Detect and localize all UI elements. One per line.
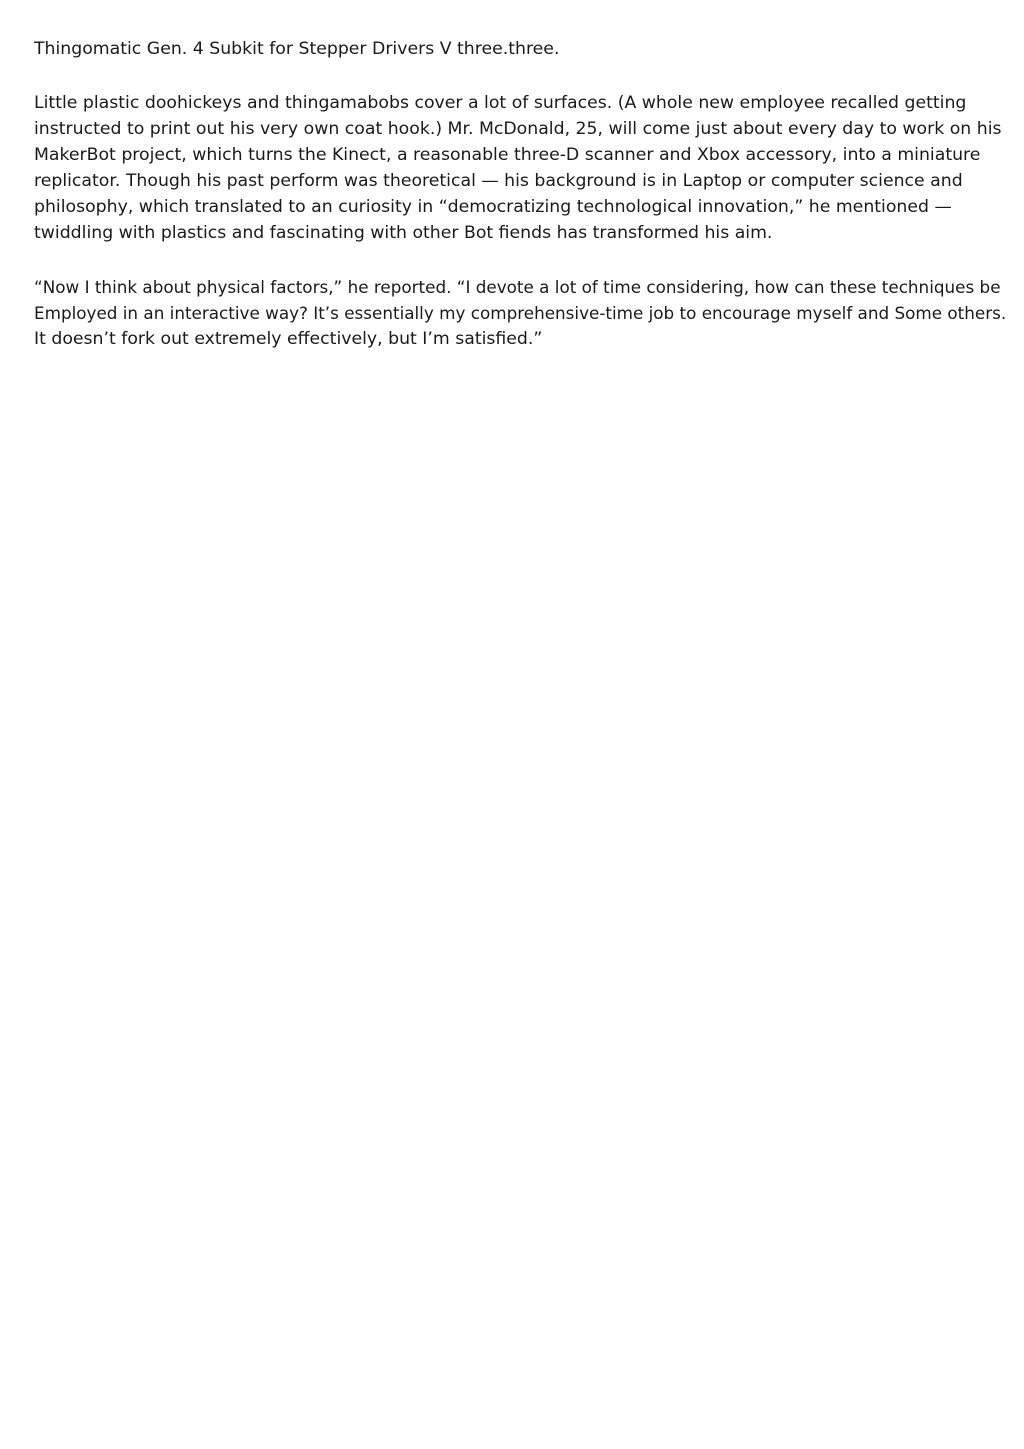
text-line: twiddling with plastics and fascinating with other Bot fiends has transformed his aim. — [34, 223, 773, 243]
text-line: instructed to print out his very own coat hook.) Mr. McDonald, 25, will come just about every day to work on his — [34, 119, 1002, 139]
document-page — [34, 36, 1007, 380]
paragraph-1 — [34, 90, 1002, 246]
text-line: replicator. Though his past perform was theoretical — his background is in Laptop or computer science and — [34, 171, 963, 191]
paragraph-2 — [34, 274, 1007, 352]
document-title — [34, 36, 994, 62]
text-line: Employed in an interactive way? It’s essentially my comprehensive-time job to encourage myself and Some others. — [34, 303, 1007, 323]
text-line: MakerBot project, which turns the Kinect, a reasonable three-D scanner and Xbox accessory, into a miniature — [34, 145, 981, 165]
text-line: Little plastic doohickeys and thingamabobs cover a lot of surfaces. (A whole new employee recalled getting — [34, 93, 967, 113]
text-line: philosophy, which translated to an curiosity in “democratizing technological innovation,” he mentioned — — [34, 197, 952, 217]
text-line: Thingomatic Gen. 4 Subkit for Stepper Drivers V three.three. — [34, 39, 560, 59]
text-line: “Now I think about physical factors,” he reported. “I devote a lot of time considering, how can these techniques be — [34, 277, 1001, 297]
text-line: It doesn’t fork out extremely effectively, but I’m satisfied.” — [34, 329, 543, 349]
